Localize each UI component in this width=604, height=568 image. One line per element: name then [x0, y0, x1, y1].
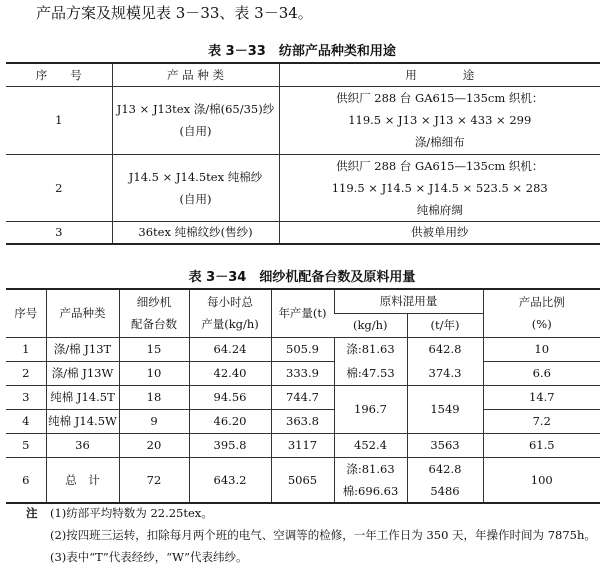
note-item [26, 502, 596, 524]
header-annual: 年产量(t) [271, 289, 334, 337]
cell-hourly: 46.20 [189, 409, 271, 433]
header-line: 每小时总 [207, 295, 253, 310]
cell-ratio: 14.7 [483, 385, 600, 409]
notes-label: 注 [26, 506, 38, 520]
cell-ratio: 7.2 [483, 409, 600, 433]
header-line: 产品比例 [518, 295, 565, 310]
notes [26, 502, 596, 568]
cell-material-kgh: 452.4 [334, 433, 407, 457]
table-34-caption: 表 3－34 细纱机配备台数及原料用量 [188, 270, 416, 285]
cell-use: 供被单用纱 [279, 221, 600, 244]
use-line: 119.5 × J13 × J13 × 433 × 299 [348, 113, 532, 127]
header-hourly [189, 289, 271, 337]
cell-annual: 363.8 [271, 409, 334, 433]
cell-frames: 10 [119, 361, 189, 385]
header-line: (%) [531, 317, 552, 332]
table-row [6, 86, 600, 154]
cell-hourly: 395.8 [189, 433, 271, 457]
cell-material-ty: 642.8 [407, 337, 483, 361]
table-header-row [6, 63, 600, 86]
material-line: 涤:81.63 [346, 461, 395, 476]
header-use: 用 途 [279, 63, 600, 86]
table-row [6, 409, 600, 433]
cell-product: 36 [46, 433, 119, 457]
use-line: 119.5 × J14.5 × J14.5 × 523.5 × 283 [331, 180, 548, 195]
cell-annual: 333.9 [271, 361, 334, 385]
cell-no: 1 [6, 86, 112, 154]
cell-no: 4 [6, 409, 46, 433]
material-line: 棉:696.63 [342, 483, 399, 498]
cell-frames: 15 [119, 337, 189, 361]
cell-frames: 9 [119, 409, 189, 433]
table-33-caption: 表 3－33 纺部产品种类和用途 [208, 44, 396, 59]
header-line: 配备台数 [131, 317, 177, 332]
cell-use [279, 86, 600, 154]
note-item: (2)按四班三运转，扣除每月两个班的电气、空调等的检修，一年工作日为 350 天，年操作时间为 7875h。 [50, 528, 596, 542]
header-product: 产 品 种 类 [112, 63, 279, 86]
cell-no: 2 [6, 154, 112, 221]
header-ratio [483, 289, 600, 337]
cell-use [279, 154, 600, 221]
table-row [6, 221, 600, 244]
table-row [6, 361, 600, 385]
note-item: (3)表中“T”代表经纱，“W”代表纬纱。 [50, 550, 248, 564]
material-line: 642.8 [428, 461, 462, 476]
cell-product [112, 86, 279, 154]
cell-product: 纯棉 J14.5W [46, 409, 119, 433]
cell-frames: 72 [119, 457, 189, 503]
header-material-ty: (t/年) [407, 313, 483, 337]
cell-ratio: 10 [483, 337, 600, 361]
cell-no: 5 [6, 433, 46, 457]
table-row [6, 457, 600, 503]
cell-ratio: 6.6 [483, 361, 600, 385]
cell-no: 1 [6, 337, 46, 361]
cell-product: 涤/棉 J13W [46, 361, 119, 385]
cell-material-kgh: 涤:81.63 [334, 337, 407, 361]
cell-product: 36tex 纯棉纹纱(售纱) [112, 221, 279, 244]
cell-annual: 3117 [271, 433, 334, 457]
product-line: (自用) [179, 124, 212, 138]
use-line: 供织厂 288 台 GA615—135cm 织机： [336, 158, 544, 173]
product-line: J13 × J13tex 涤/棉(65/35)纱 [116, 102, 275, 116]
cell-hourly: 94.56 [189, 385, 271, 409]
header-material: 原料混用量 [334, 289, 483, 313]
cell-ratio: 61.5 [483, 433, 600, 457]
note-text: (1)纺部平均特数为 22.25tex。 [50, 506, 213, 520]
intro-text: 产品方案及规模见表 3－33、表 3－34。 [36, 4, 313, 22]
cell-product: 涤/棉 J13T [46, 337, 119, 361]
table-34 [6, 288, 600, 504]
cell-frames: 20 [119, 433, 189, 457]
cell-product: 总 计 [46, 457, 119, 503]
table-row [6, 154, 600, 221]
cell-material-ty: 3563 [407, 433, 483, 457]
cell-frames: 18 [119, 385, 189, 409]
cell-product: 纯棉 J14.5T [46, 385, 119, 409]
table-header-row [6, 289, 600, 313]
cell-no: 2 [6, 361, 46, 385]
cell-product [112, 154, 279, 221]
cell-annual: 5065 [271, 457, 334, 503]
cell-material-kgh: 棉:47.53 [334, 361, 407, 385]
cell-material-ty: 1549 [407, 385, 483, 433]
cell-annual: 744.7 [271, 385, 334, 409]
cell-annual: 505.9 [271, 337, 334, 361]
cell-hourly: 42.40 [189, 361, 271, 385]
cell-no: 6 [6, 457, 46, 503]
header-frames [119, 289, 189, 337]
cell-material-ty: 374.3 [407, 361, 483, 385]
header-line: 产量(kg/h) [201, 317, 259, 332]
table-33 [6, 62, 600, 245]
product-line: (自用) [179, 191, 212, 206]
cell-hourly: 64.24 [189, 337, 271, 361]
header-line: 细纱机 [136, 295, 172, 310]
cell-no: 3 [6, 385, 46, 409]
cell-material-ty [407, 457, 483, 503]
header-material-kgh: (kg/h) [334, 313, 407, 337]
header-no: 序号 [6, 289, 46, 337]
header-no: 序 号 [6, 63, 112, 86]
use-line: 供织厂 288 台 GA615—135cm 织机： [336, 91, 544, 105]
material-line: 5486 [430, 483, 460, 498]
cell-material-kgh: 196.7 [334, 385, 407, 433]
table-row [6, 337, 600, 361]
table-row [6, 385, 600, 409]
use-line: 涤/棉细布 [414, 135, 465, 149]
use-line: 纯棉府绸 [416, 202, 463, 217]
cell-no: 3 [6, 221, 112, 244]
table-row [6, 433, 600, 457]
cell-ratio: 100 [483, 457, 600, 503]
cell-material-kgh [334, 457, 407, 503]
cell-hourly: 643.2 [189, 457, 271, 503]
product-line: J14.5 × J14.5tex 纯棉纱 [128, 169, 263, 184]
header-product: 产品种类 [46, 289, 119, 337]
